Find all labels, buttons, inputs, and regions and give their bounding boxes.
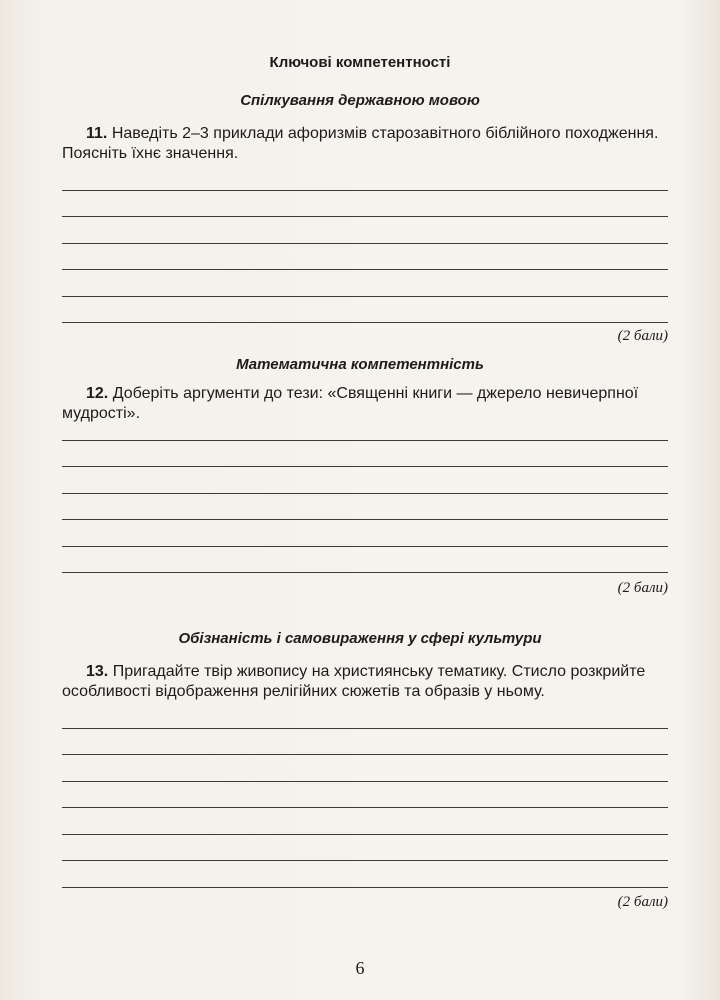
- math-heading: Математична компетентність: [236, 356, 484, 373]
- culture-heading: Обізнаність і самовираження у сфері культури: [178, 630, 542, 647]
- task-12-text: Доберіть аргументи до тези: «Священні книги — джерело невичерпної мудрості».: [62, 385, 639, 422]
- task-12: [62, 384, 672, 424]
- task-12-answer-line-4[interactable]: [62, 519, 668, 520]
- task-12-answer-line-1[interactable]: [62, 440, 668, 441]
- task-13-text: Пригадайте твір живопису на християнську тематику. Стисло розкрийте особливості відображення релігійних сюжетів та образів у ньому.: [62, 663, 646, 700]
- page-number: 6: [355, 958, 365, 978]
- task-11-answer-line-5[interactable]: [62, 296, 668, 297]
- task-11-answer-line-6[interactable]: [62, 322, 668, 323]
- task-12-answer-line-2[interactable]: [62, 466, 668, 467]
- task-13-answer-line-4[interactable]: [62, 807, 668, 808]
- key-competencies-heading: Ключові компетентності: [269, 54, 451, 71]
- task-11-text: Наведіть 2–3 приклади афоризмів старозавітного біблійного походження. Поясніть їхнє значення.: [62, 125, 659, 162]
- task-11-answer-line-3[interactable]: [62, 243, 668, 244]
- task-11-answer-line-1[interactable]: [62, 190, 668, 191]
- task-13-answer-line-7[interactable]: [62, 887, 668, 888]
- task-13-answer-line-3[interactable]: [62, 781, 668, 782]
- task-13-number: 13.: [86, 663, 109, 680]
- task-11-answer-line-2[interactable]: [62, 216, 668, 217]
- task-12-score: (2 бали): [617, 580, 668, 596]
- task-12-answer-line-6[interactable]: [62, 572, 668, 573]
- task-11: [62, 124, 672, 164]
- task-12-answer-line-3[interactable]: [62, 493, 668, 494]
- task-11-score: (2 бали): [617, 328, 668, 344]
- task-11-number: 11.: [86, 125, 108, 142]
- task-13-score: (2 бали): [617, 894, 668, 910]
- task-13-answer-line-5[interactable]: [62, 834, 668, 835]
- task-11-answer-line-4[interactable]: [62, 269, 668, 270]
- task-13-answer-line-6[interactable]: [62, 860, 668, 861]
- task-13-answer-line-1[interactable]: [62, 728, 668, 729]
- task-12-number: 12.: [86, 385, 109, 402]
- task-12-answer-line-5[interactable]: [62, 546, 668, 547]
- task-13: [62, 662, 672, 702]
- communication-heading: Спілкування державною мовою: [240, 92, 480, 109]
- task-13-answer-line-2[interactable]: [62, 754, 668, 755]
